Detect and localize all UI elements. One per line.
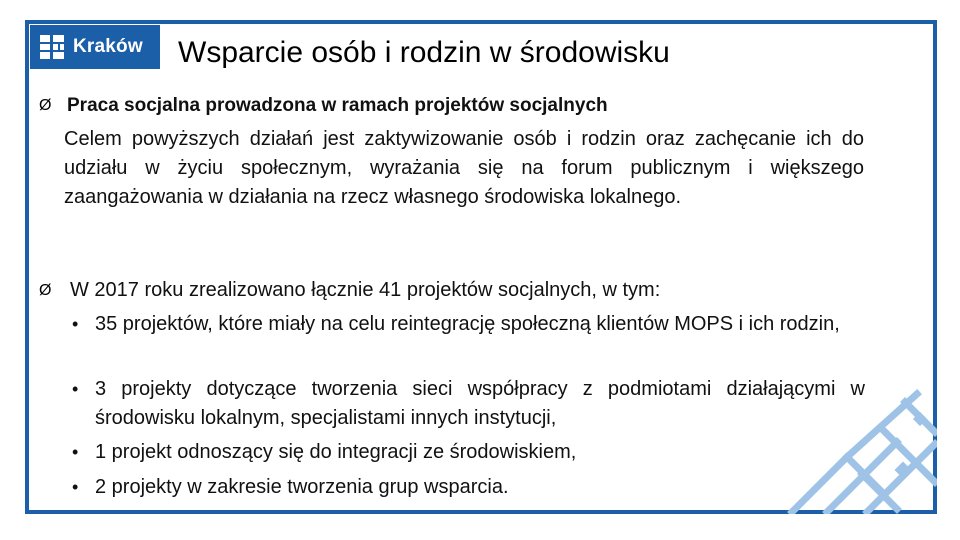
section-heading: Praca socjalna prowadzona w ramach projektów socjalnych xyxy=(67,95,608,116)
arrow-bullet-icon: Ø xyxy=(39,97,52,114)
bullet-dot-icon: • xyxy=(72,379,79,399)
arrow-bullet-icon: Ø xyxy=(39,282,52,299)
list-item: 35 projektów, które miały na celu reintegrację społeczną klientów MOPS i ich rodzin, xyxy=(95,313,840,335)
bullet-dot-icon: • xyxy=(72,314,79,334)
list-item: 1 projekt odnoszący się do integracji ze środowiskiem, xyxy=(95,441,577,463)
page-title: Wsparcie osób i rodzin w środowisku xyxy=(178,36,670,69)
logo-text: Kraków xyxy=(73,36,143,57)
bullet-dot-icon: • xyxy=(72,442,79,462)
section-body: Celem powyższych działań jest zaktywizowanie osób i rodzin oraz zachęcanie ich do udziału w życiu społecznym, wyrażania się na forum publicznym i większego zaangażowania w działania na rzecz własnego środowiska lokalnego. xyxy=(64,128,864,208)
bullet-dot-icon: • xyxy=(72,477,79,497)
krakow-logo xyxy=(30,25,160,69)
section-heading: W 2017 roku zrealizowano łącznie 41 projektów socjalnych, w tym: xyxy=(70,279,661,301)
list-item: 2 projekty w zakresie tworzenia grup wsparcia. xyxy=(95,476,509,498)
krakow-grid-icon xyxy=(40,35,64,59)
list-item: 3 projekty dotyczące tworzenia sieci współpracy z podmiotami działającymi w środowisku lokalnym, specjalistami innych instytucji, xyxy=(95,378,865,429)
decorative-grid-pattern xyxy=(787,374,937,514)
